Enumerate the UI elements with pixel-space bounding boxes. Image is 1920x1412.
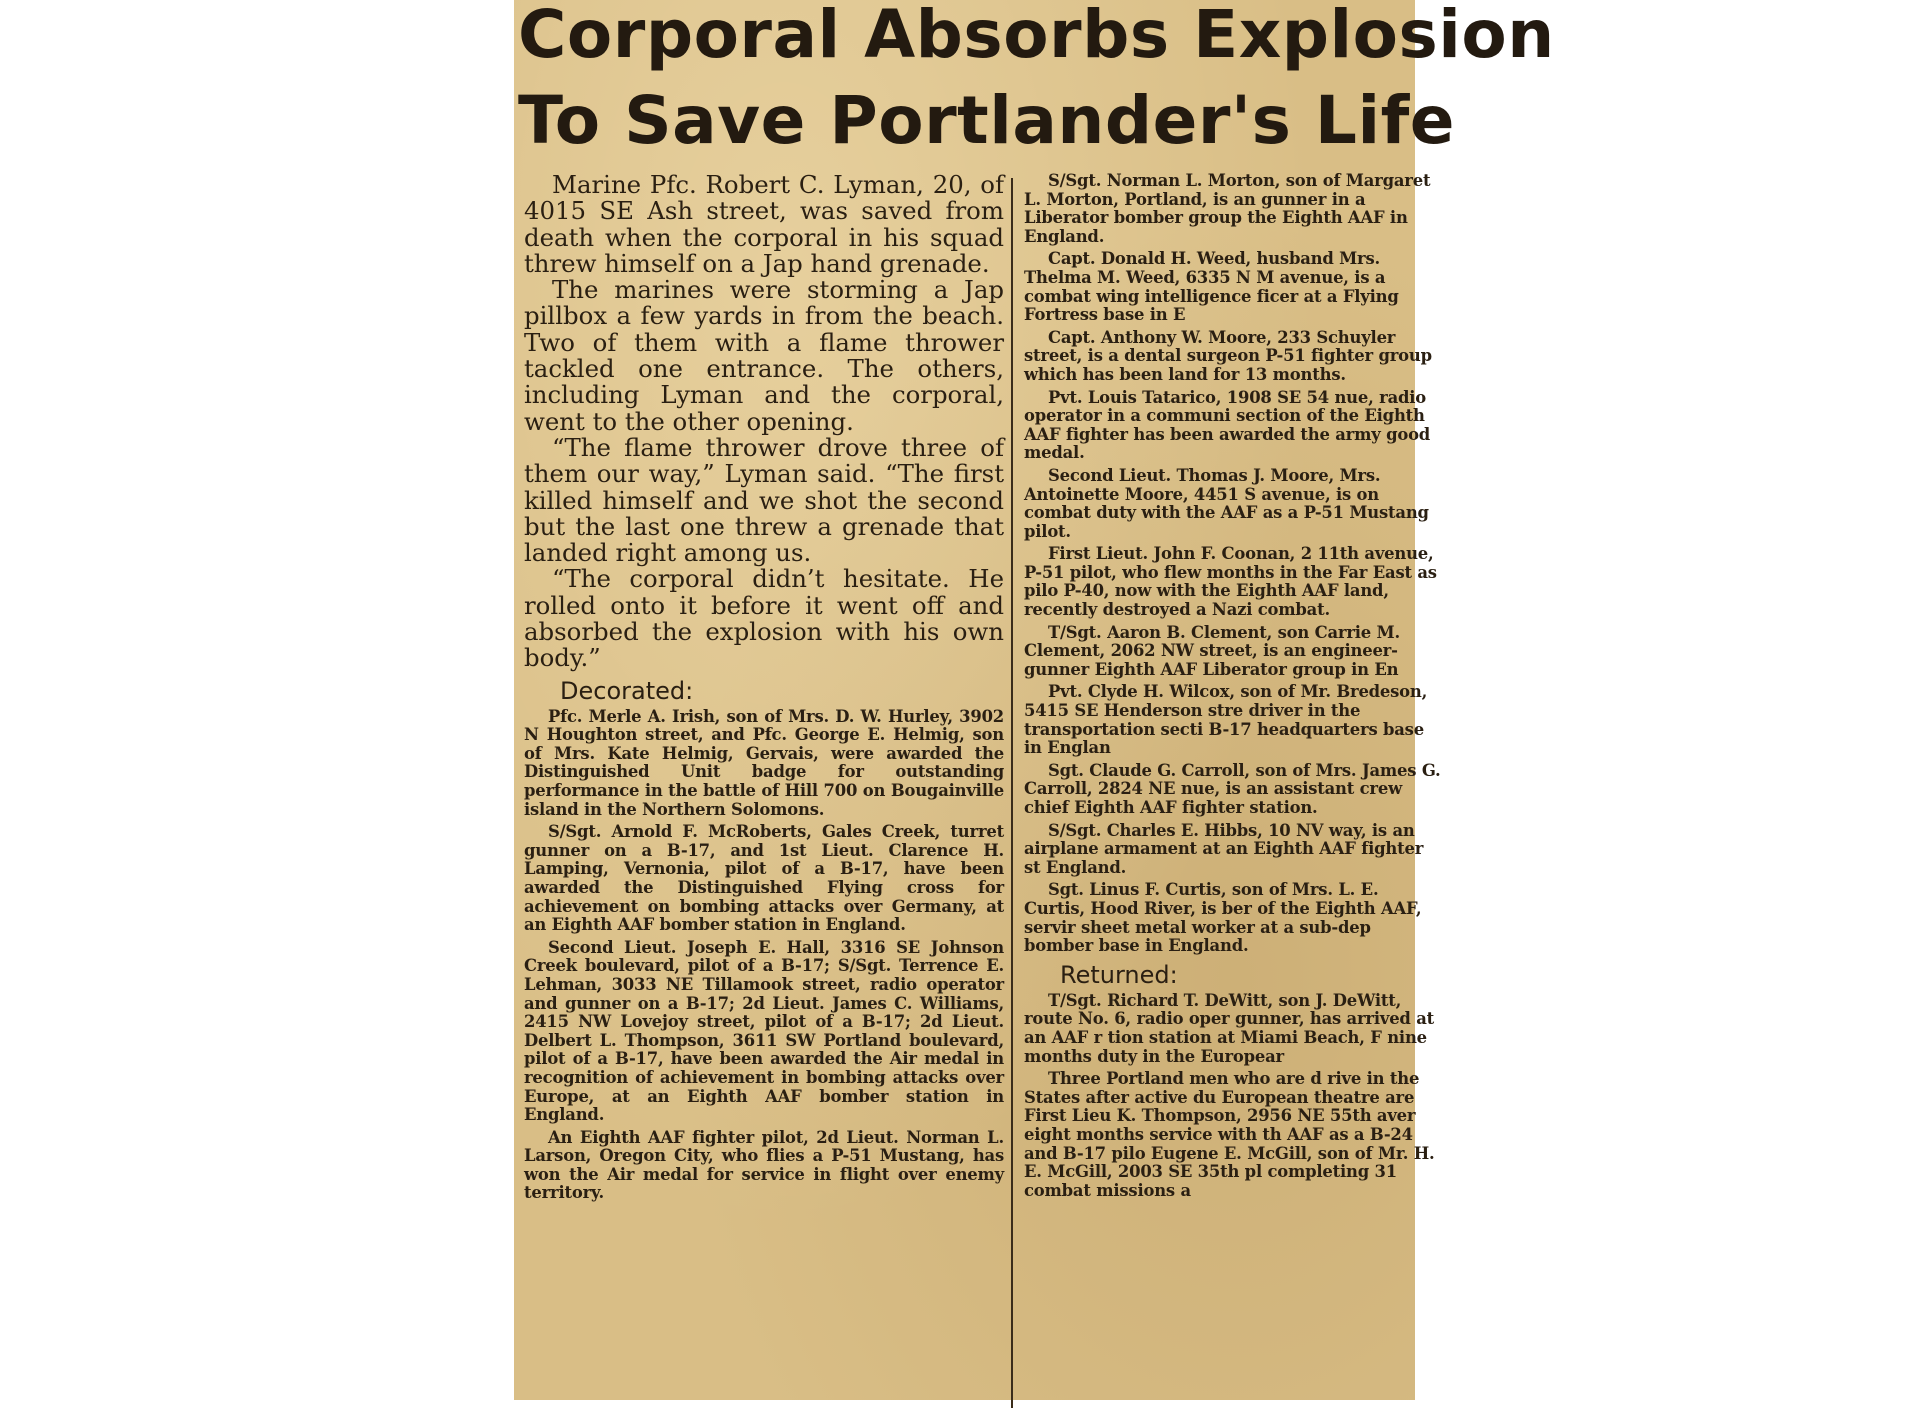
- left-column: [524, 172, 1004, 1412]
- headline: [514, 0, 1555, 164]
- lead-paragraph: The marines were storming a Jap pillbox a few yards in from the beach. Two of them with a flame thrower tackled one entrance. The others, including Lyman and the corporal, went to the other opening.: [524, 275, 1004, 436]
- brief-paragraph: Pvt. Clyde H. Wilcox, son of Mr. Bredeson, 5415 SE Henderson stre driver in the transportation secti B-17 headquarters base in Englan: [1024, 682, 1428, 758]
- brief-paragraph: First Lieut. John F. Coonan, 2 11th avenue, P-51 pilot, who flew months in the Far East as pilo P-40, now with the Eighth AAF land, recently destroyed a Nazi combat.: [1024, 544, 1437, 620]
- lead-paragraph: Marine Pfc. Robert C. Lyman, 20, of 4015 SE Ash street, was saved from death when the corporal in his squad threw himself on a Jap hand grenade.: [524, 170, 1004, 278]
- headline-line-2: To Save Portlander's Life: [518, 82, 1456, 159]
- brief-paragraph: Pvt. Louis Tatarico, 1908 SE 54 nue, radio operator in a communi section of the Eighth AAF fighter has been awarded the army good medal.: [1024, 387, 1431, 463]
- brief-paragraph: T/Sgt. Aaron B. Clement, son Carrie M. Clement, 2062 NW street, is an engineer-gunner Eighth AAF Liberator group in En: [1024, 622, 1400, 679]
- lead-paragraph: “The flame thrower drove three of them our way,” Lyman said. “The first killed himself and we shot the second but the last one threw a grenade that landed right among us.: [524, 432, 1004, 568]
- decorated-section: [524, 708, 1004, 1203]
- lead-paragraph: “The corporal didn’t hesitate. He rolled onto it before it went off and absorbed the explosion with his own body.”: [524, 564, 1004, 673]
- column-rule: [1011, 178, 1013, 1408]
- lead-story: [524, 172, 1004, 672]
- brief-paragraph: Sgt. Claude G. Carroll, son of Mrs. James G. Carroll, 2824 NE nue, is an assistant crew chief Eighth AAF fighter station.: [1024, 760, 1441, 817]
- brief-paragraph: S/Sgt. Norman L. Morton, son of Margaret L. Morton, Portland, is an gunner in a Liberator bomber group the Eighth AAF in England.: [1024, 171, 1431, 246]
- right-column: [1024, 172, 1444, 1412]
- decorated-paragraph: S/Sgt. Arnold F. McRoberts, Gales Creek, turret gunner on a B-17, and 1st Lieut. Clarence H. Lamping, Vernonia, pilot of a B-17, have been awarded the Distinguished Flying cross for achievement on bombing attacks over Germany, at an Eighth AAF bomber station in England.: [524, 822, 1004, 935]
- returned-paragraph: Three Portland men who are d rive in the States after active du European theatre are First Lieu K. Thompson, 2956 NE 55th aver eight months service with th AAF as a B-24 and B-17 pilo Eugene E. McGill, son of Mr. H. E. McGill, 2003 SE 35th pl completing 31 combat missions a: [1024, 1069, 1435, 1200]
- brief-paragraph: Sgt. Linus F. Curtis, son of Mrs. L. E. Curtis, Hood River, is ber of the Eighth AAF, servir sheet metal worker at a sub-dep bomber base in England.: [1024, 880, 1422, 956]
- brief-paragraph: Capt. Anthony W. Moore, 233 Schuyler street, is a dental surgeon P-51 fighter group which has been land for 13 months.: [1024, 327, 1432, 384]
- decorated-paragraph: An Eighth AAF fighter pilot, 2d Lieut. Norman L. Larson, Oregon City, who flies a P-51 Mustang, has won the Air medal for service in flight over enemy territory.: [524, 1127, 1004, 1203]
- returned-heading: Returned:: [1060, 960, 1178, 989]
- decorated-paragraph: Pfc. Merle A. Irish, son of Mrs. D. W. Hurley, 3902 N Houghton street, and Pfc. George E. Helmig, son of Mrs. Kate Helmig, Gervais, were awarded the Distinguished Unit badge for outstanding performance in the battle of Hill 700 on Bougainville island in the Northern Solomons.: [524, 706, 1004, 819]
- brief-paragraph: S/Sgt. Charles E. Hibbs, 10 NV way, is an airplane armament at an Eighth AAF fighter st England.: [1024, 820, 1424, 877]
- returned-paragraph: T/Sgt. Richard T. DeWitt, son J. DeWitt, route No. 6, radio oper gunner, has arrived at an AAF r tion station at Miami Beach, F nine months duty in the Europear: [1024, 990, 1434, 1066]
- decorated-heading: Decorated:: [560, 676, 694, 705]
- headline-line-1: Corporal Absorbs Explosion: [518, 0, 1555, 73]
- decorated-paragraph: Second Lieut. Joseph E. Hall, 3316 SE Johnson Creek boulevard, pilot of a B-17; S/Sgt. Terrence E. Lehman, 3033 NE Tillamook street, radio operator and gunner on a B-17; 2d Lieut. James C. Williams, 2415 NW Lovejoy street, pilot of a B-17; 2d Lieut. Delbert L. Thompson, 3611 SW Portland boulevard, pilot of a B-17, have been awarded the Air medal in recognition of achievement in bombing attacks over Europe, at an Eighth AAF bomber station in England.: [524, 937, 1004, 1125]
- brief-paragraph: Second Lieut. Thomas J. Moore, Mrs. Antoinette Moore, 4451 S avenue, is on combat duty with the AAF as a P-51 Mustang pilot.: [1024, 465, 1429, 541]
- newspaper-clipping: [514, 0, 1555, 1400]
- right-column-briefs: [1024, 172, 1444, 956]
- returned-section: [1024, 992, 1444, 1201]
- brief-paragraph: Capt. Donald H. Weed, husband Mrs. Thelma M. Weed, 6335 N M avenue, is a combat wing intelligence ficer at a Flying Fortress base in E: [1024, 249, 1399, 325]
